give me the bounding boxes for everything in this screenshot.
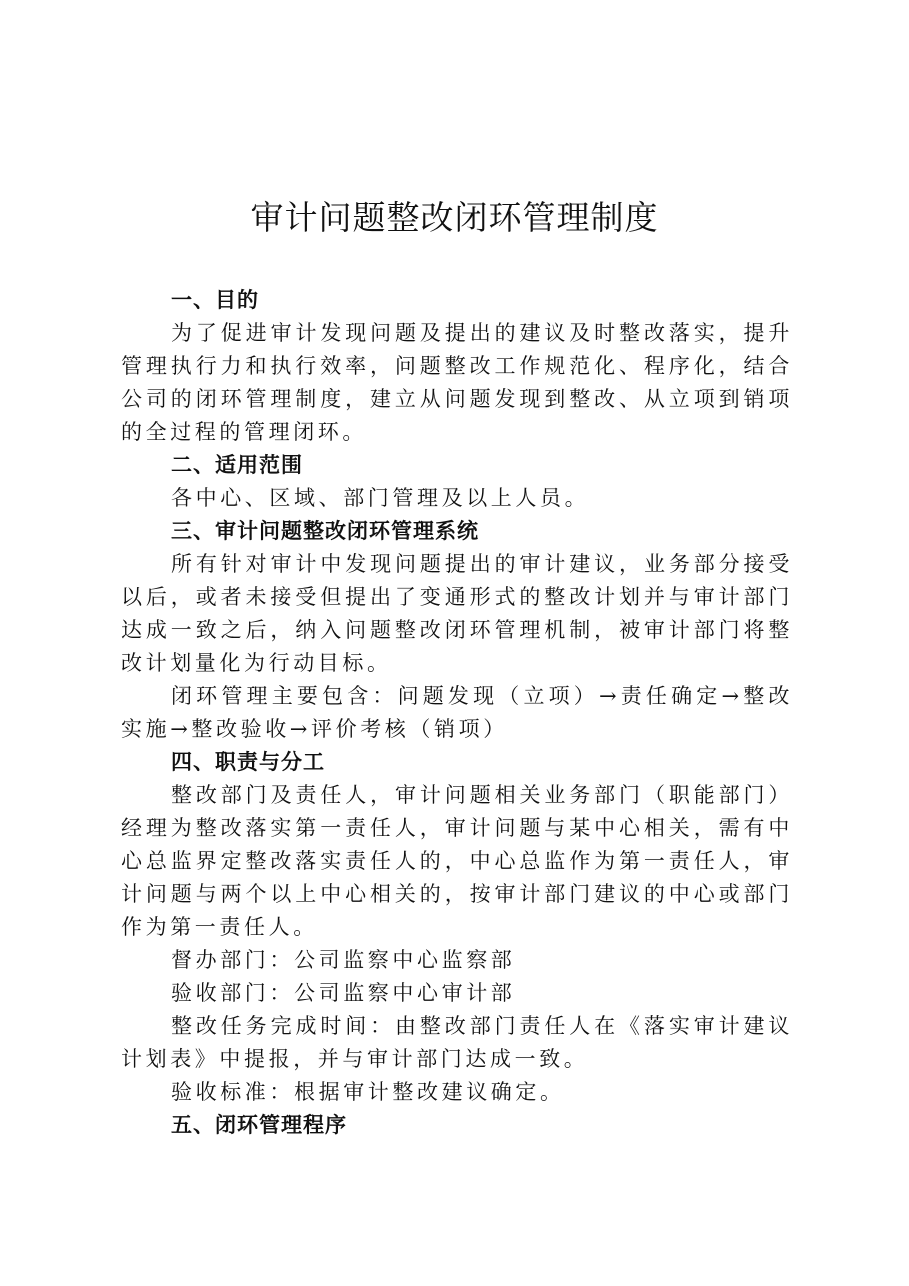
section-heading-system: 三、审计问题整改闭环管理系统: [171, 519, 479, 543]
document-title: 审计问题整改闭环管理制度: [250, 198, 659, 237]
section-heading-responsibilities: 四、职责与分工: [171, 750, 325, 774]
acceptance-standard-paragraph: 验收标准：根据审计整改建议确定。: [171, 1080, 565, 1104]
purpose-paragraph: 为了促进审计发现问题及提出的建议及时整改落实，提升管理执行力和执行效率，问题整改工作规范化、程序化，结合公司的闭环管理制度，建立从问题发现到整改、从立项到销项的全过程的管理闭环。: [121, 321, 793, 444]
completion-time-paragraph: 整改任务完成时间：由整改部门责任人在《落实审计建议计划表》中提报，并与审计部门达成一致。: [121, 1014, 793, 1071]
responsibility-paragraph: 整改部门及责任人，审计问题相关业务部门（职能部门）经理为整改落实第一责任人，审计问题与某中心相关，需有中心总监界定整改落实责任人的，中心总监作为第一责任人，审计问题与两个以上中心相关的，按审计部门建议的中心或部门作为第一责任人。: [121, 783, 793, 939]
section-heading-purpose: 一、目的: [171, 288, 259, 312]
document-body: [121, 284, 793, 1142]
section-heading-procedure: 五、闭环管理程序: [171, 1113, 347, 1137]
scope-paragraph: 各中心、区域、部门管理及以上人员。: [171, 486, 590, 510]
section-heading-scope: 二、适用范围: [171, 453, 303, 477]
system-paragraph: 所有针对审计中发现问题提出的审计建议，业务部分接受以后，或者未接受但提出了变通形式的整改计划并与审计部门达成一致之后，纳入问题整改闭环管理机制，被审计部门将整改计划量化为行动目标。: [121, 552, 793, 675]
acceptance-dept-paragraph: 验收部门：公司监察中心审计部: [171, 981, 516, 1005]
system-process-paragraph: 闭环管理主要包含：问题发现（立项）→责任确定→整改实施→整改验收→评价考核（销项）: [121, 684, 793, 741]
supervising-dept-paragraph: 督办部门：公司监察中心监察部: [171, 948, 516, 972]
